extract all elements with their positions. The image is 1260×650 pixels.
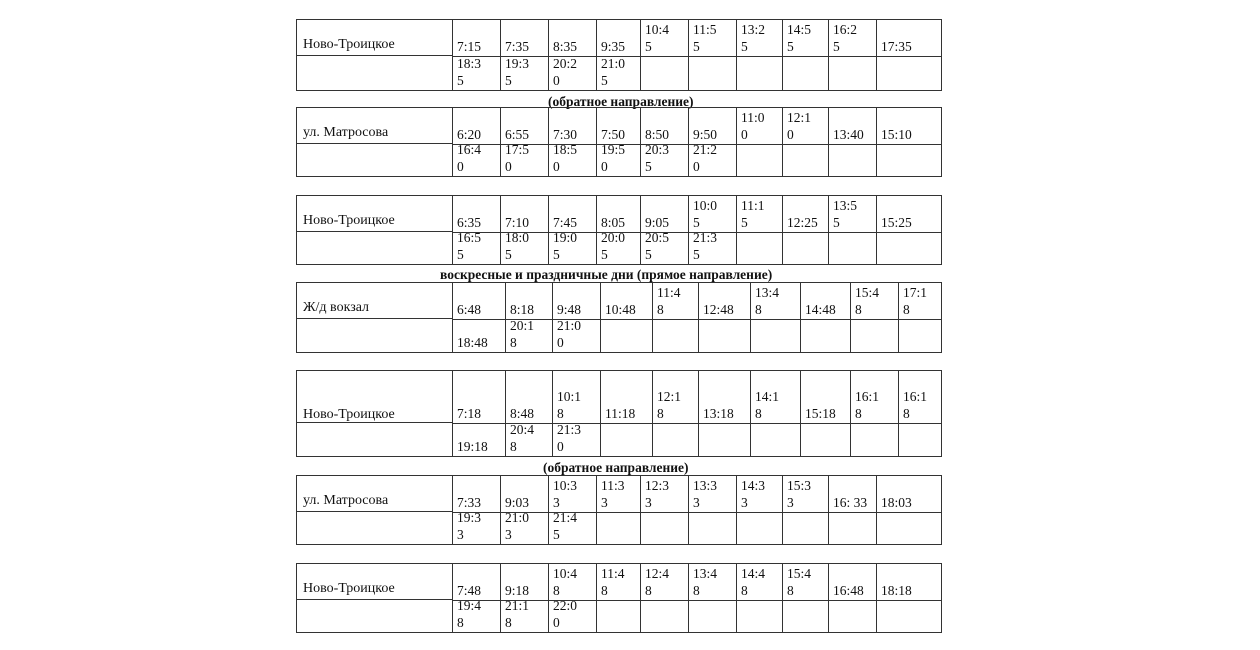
- departure-time: 11:0 0: [741, 110, 765, 142]
- time-row: [453, 424, 941, 456]
- time-cell: [641, 564, 689, 600]
- stop-name: Ж/д вокзал: [303, 300, 370, 315]
- departure-time: 9:35: [601, 39, 626, 54]
- departure-time: 13:4 8: [693, 566, 718, 598]
- departure-time: 18:48: [457, 335, 488, 350]
- time-cell: [737, 564, 783, 600]
- time-cell: [829, 196, 877, 232]
- departure-time: 12:4 8: [645, 566, 670, 598]
- time-cell: [549, 20, 597, 56]
- departure-time: 13:3 3: [693, 478, 718, 510]
- time-grid: [452, 20, 941, 90]
- departure-time: 10:3 3: [553, 478, 578, 510]
- time-cell: [689, 230, 737, 264]
- departure-time: 19:4 8: [457, 598, 482, 630]
- departure-time: 18:3 5: [457, 56, 482, 88]
- time-row: [453, 108, 941, 145]
- time-cell: [453, 320, 506, 352]
- time-cell: [549, 142, 597, 176]
- schedule-table: [296, 475, 942, 545]
- time-row: [453, 598, 941, 632]
- time-cell: [653, 424, 699, 456]
- time-cell: [453, 476, 501, 512]
- departure-time: 11:3 3: [601, 478, 625, 510]
- time-cell: [737, 108, 783, 144]
- time-cell: [851, 424, 899, 456]
- time-cell: [453, 371, 506, 423]
- departure-time: 7:18: [457, 406, 482, 421]
- departure-time: 10:4 5: [645, 22, 670, 54]
- time-cell: [877, 196, 943, 232]
- departure-time: 13:18: [703, 406, 734, 421]
- time-cell: [597, 142, 641, 176]
- departure-time: 18:0 5: [505, 230, 530, 262]
- departure-time: 8:50: [645, 127, 670, 142]
- time-cell: [783, 233, 829, 264]
- departure-time: 19:0 5: [553, 230, 578, 262]
- time-cell: [453, 283, 506, 319]
- departure-time: 16:2 5: [833, 22, 858, 54]
- time-grid: [452, 476, 941, 544]
- time-cell: [699, 371, 751, 423]
- time-cell: [783, 20, 829, 56]
- departure-time: 6:35: [457, 215, 482, 230]
- time-cell: [737, 196, 783, 232]
- time-grid: [452, 371, 941, 456]
- time-cell: [641, 513, 689, 544]
- time-cell: [641, 57, 689, 90]
- time-row: [453, 320, 941, 352]
- departure-time: 13:40: [833, 127, 864, 142]
- departure-time: 22:0 0: [553, 598, 578, 630]
- departure-time: 9:05: [645, 215, 670, 230]
- time-cell: [501, 476, 549, 512]
- time-cell: [829, 145, 877, 176]
- schedule-table: [296, 563, 942, 633]
- time-cell: [699, 424, 751, 456]
- departure-time: 21:0 0: [557, 318, 582, 350]
- time-cell: [829, 108, 877, 144]
- departure-time: 14:48: [805, 302, 836, 317]
- departure-time: 7:15: [457, 39, 482, 54]
- time-cell: [601, 283, 653, 319]
- stop-name: Ново-Троицкое: [303, 407, 395, 422]
- departure-time: 20:1 8: [510, 318, 535, 350]
- time-cell: [851, 283, 899, 319]
- time-cell: [751, 320, 801, 352]
- departure-time: 21:3 5: [693, 230, 718, 262]
- time-cell: [597, 230, 641, 264]
- time-cell: [506, 320, 553, 352]
- departure-time: 10:4 8: [553, 566, 578, 598]
- time-row: [453, 510, 941, 544]
- time-cell: [877, 145, 943, 176]
- time-cell: [549, 196, 597, 232]
- time-cell: [899, 371, 943, 423]
- departure-time: 20:2 0: [553, 56, 578, 88]
- time-cell: [783, 196, 829, 232]
- time-cell: [506, 283, 553, 319]
- time-cell: [737, 601, 783, 632]
- time-cell: [783, 476, 829, 512]
- time-row: [453, 196, 941, 233]
- departure-time: 16: 33: [833, 495, 868, 510]
- departure-time: 12:1 0: [787, 110, 812, 142]
- time-grid: [452, 283, 941, 352]
- time-cell: [501, 20, 549, 56]
- time-cell: [453, 142, 501, 176]
- time-cell: [801, 320, 851, 352]
- time-cell: [737, 145, 783, 176]
- time-cell: [689, 513, 737, 544]
- time-cell: [689, 108, 737, 144]
- time-grid: [452, 564, 941, 632]
- time-cell: [641, 476, 689, 512]
- time-cell: [737, 57, 783, 90]
- time-cell: [641, 20, 689, 56]
- time-cell: [453, 424, 506, 456]
- time-cell: [501, 598, 549, 632]
- stop-name: Ново-Троицкое: [303, 213, 395, 228]
- departure-time: 7:48: [457, 583, 482, 598]
- time-cell: [453, 108, 501, 144]
- time-row: [453, 230, 941, 264]
- direction-caption: (обратное направление): [543, 460, 689, 475]
- time-cell: [549, 564, 597, 600]
- time-cell: [641, 142, 689, 176]
- time-cell: [597, 601, 641, 632]
- schedule-table: [296, 19, 942, 91]
- time-cell: [699, 320, 751, 352]
- row-divider: [297, 422, 453, 423]
- departure-time: 16:48: [833, 583, 864, 598]
- departure-time: 12:25: [787, 215, 818, 230]
- departure-time: 14:4 8: [741, 566, 766, 598]
- schedule-table: [296, 107, 942, 177]
- departure-time: 7:50: [601, 127, 626, 142]
- departure-time: 17:35: [881, 39, 912, 54]
- direction-caption: (обратное направление): [548, 94, 694, 109]
- departure-time: 14:3 3: [741, 478, 766, 510]
- time-cell: [597, 108, 641, 144]
- time-cell: [597, 20, 641, 56]
- departure-time: 13:5 5: [833, 198, 858, 230]
- departure-time: 17:5 0: [505, 142, 530, 174]
- time-row: [453, 20, 941, 57]
- time-row: [453, 564, 941, 601]
- time-cell: [549, 57, 597, 90]
- time-cell: [653, 283, 699, 319]
- time-row: [453, 476, 941, 513]
- time-cell: [851, 320, 899, 352]
- time-cell: [549, 230, 597, 264]
- departure-time: 12:1 8: [657, 389, 682, 421]
- departure-time: 16:1 8: [855, 389, 880, 421]
- departure-time: 18:5 0: [553, 142, 578, 174]
- time-cell: [801, 424, 851, 456]
- time-cell: [501, 142, 549, 176]
- time-cell: [553, 371, 601, 423]
- time-cell: [783, 601, 829, 632]
- time-cell: [877, 57, 943, 90]
- time-row: [453, 57, 941, 90]
- time-cell: [597, 564, 641, 600]
- time-cell: [801, 283, 851, 319]
- time-cell: [783, 57, 829, 90]
- departure-time: 15:18: [805, 406, 836, 421]
- departure-time: 20:3 5: [645, 142, 670, 174]
- time-cell: [829, 476, 877, 512]
- time-cell: [829, 601, 877, 632]
- departure-time: 8:18: [510, 302, 535, 317]
- time-cell: [829, 564, 877, 600]
- departure-time: 16:5 5: [457, 230, 482, 262]
- departure-time: 18:03: [881, 495, 912, 510]
- time-cell: [783, 513, 829, 544]
- row-divider: [297, 143, 453, 144]
- departure-time: 11:4 8: [601, 566, 625, 598]
- departure-time: 19:18: [457, 439, 488, 454]
- time-cell: [689, 476, 737, 512]
- departure-time: 11:4 8: [657, 285, 681, 317]
- departure-time: 9:50: [693, 127, 718, 142]
- time-cell: [751, 283, 801, 319]
- departure-time: 7:45: [553, 215, 578, 230]
- time-cell: [501, 230, 549, 264]
- schedule-table: [296, 282, 942, 353]
- time-cell: [689, 564, 737, 600]
- time-cell: [597, 476, 641, 512]
- departure-time: 7:10: [505, 215, 530, 230]
- time-cell: [501, 57, 549, 90]
- time-cell: [553, 283, 601, 319]
- time-cell: [851, 371, 899, 423]
- stop-name: ул. Матросова: [303, 125, 389, 140]
- departure-time: 21:0 3: [505, 510, 530, 542]
- time-cell: [641, 108, 689, 144]
- departure-time: 19:3 5: [505, 56, 530, 88]
- departure-time: 21:1 8: [505, 598, 530, 630]
- time-cell: [689, 20, 737, 56]
- departure-time: 12:3 3: [645, 478, 670, 510]
- departure-time: 19:5 0: [601, 142, 626, 174]
- time-cell: [877, 20, 943, 56]
- time-cell: [501, 564, 549, 600]
- departure-time: 14:1 8: [755, 389, 780, 421]
- departure-time: 9:18: [505, 583, 530, 598]
- stop-name: Ново-Троицкое: [303, 37, 395, 52]
- row-divider: [297, 231, 453, 232]
- departure-time: 11:18: [605, 406, 636, 421]
- time-cell: [877, 564, 943, 600]
- time-cell: [689, 142, 737, 176]
- departure-time: 21:3 0: [557, 422, 582, 454]
- departure-time: 9:03: [505, 495, 530, 510]
- time-cell: [597, 57, 641, 90]
- time-cell: [877, 476, 943, 512]
- time-cell: [877, 233, 943, 264]
- direction-caption: воскресные и праздничные дни (прямое направление): [440, 267, 773, 282]
- time-cell: [553, 320, 601, 352]
- departure-time: 12:48: [703, 302, 734, 317]
- time-cell: [829, 20, 877, 56]
- time-row: [453, 371, 941, 424]
- time-cell: [453, 598, 501, 632]
- departure-time: 18:18: [881, 583, 912, 598]
- departure-time: 17:1 8: [903, 285, 928, 317]
- schedule-table: [296, 370, 942, 457]
- time-cell: [506, 371, 553, 423]
- time-cell: [601, 424, 653, 456]
- departure-time: 6:48: [457, 302, 482, 317]
- time-cell: [549, 108, 597, 144]
- time-cell: [801, 371, 851, 423]
- departure-time: 7:35: [505, 39, 530, 54]
- stop-name: Ново-Троицкое: [303, 581, 395, 596]
- departure-time: 13:2 5: [741, 22, 766, 54]
- time-row: [453, 142, 941, 176]
- departure-time: 7:30: [553, 127, 578, 142]
- departure-time: 20:4 8: [510, 422, 535, 454]
- time-cell: [689, 601, 737, 632]
- departure-time: 10:1 8: [557, 389, 582, 421]
- departure-time: 21:2 0: [693, 142, 718, 174]
- stop-name: ул. Матросова: [303, 493, 389, 508]
- departure-time: 15:4 8: [787, 566, 812, 598]
- departure-time: 15:3 3: [787, 478, 812, 510]
- time-cell: [501, 108, 549, 144]
- time-cell: [453, 196, 501, 232]
- time-cell: [737, 476, 783, 512]
- departure-time: 14:5 5: [787, 22, 812, 54]
- time-cell: [597, 196, 641, 232]
- time-cell: [751, 424, 801, 456]
- time-cell: [506, 424, 553, 456]
- time-cell: [689, 196, 737, 232]
- time-cell: [453, 20, 501, 56]
- time-cell: [501, 196, 549, 232]
- departure-time: 15:10: [881, 127, 912, 142]
- time-row: [453, 283, 941, 320]
- time-cell: [737, 233, 783, 264]
- time-cell: [829, 57, 877, 90]
- time-grid: [452, 108, 941, 176]
- time-cell: [641, 230, 689, 264]
- departure-time: 15:25: [881, 215, 912, 230]
- time-cell: [641, 601, 689, 632]
- departure-time: 21:4 5: [553, 510, 578, 542]
- departure-time: 10:48: [605, 302, 636, 317]
- row-divider: [297, 599, 453, 600]
- row-divider: [297, 55, 453, 56]
- time-cell: [653, 320, 699, 352]
- time-cell: [877, 513, 943, 544]
- time-cell: [689, 57, 737, 90]
- time-cell: [737, 513, 783, 544]
- departure-time: 21:0 5: [601, 56, 626, 88]
- time-cell: [549, 510, 597, 544]
- time-cell: [453, 510, 501, 544]
- departure-time: 8:05: [601, 215, 626, 230]
- departure-time: 9:48: [557, 302, 582, 317]
- time-cell: [601, 371, 653, 423]
- time-cell: [453, 57, 501, 90]
- time-cell: [601, 320, 653, 352]
- time-cell: [751, 371, 801, 423]
- time-cell: [829, 513, 877, 544]
- departure-time: 7:33: [457, 495, 482, 510]
- time-cell: [737, 20, 783, 56]
- time-cell: [783, 564, 829, 600]
- time-cell: [829, 233, 877, 264]
- time-cell: [501, 510, 549, 544]
- departure-time: 10:0 5: [693, 198, 718, 230]
- departure-time: 8:48: [510, 406, 535, 421]
- time-cell: [641, 196, 689, 232]
- time-cell: [783, 108, 829, 144]
- time-cell: [899, 283, 943, 319]
- departure-time: 6:55: [505, 127, 530, 142]
- departure-time: 16:1 8: [903, 389, 928, 421]
- time-cell: [549, 476, 597, 512]
- departure-time: 19:3 3: [457, 510, 482, 542]
- departure-time: 8:35: [553, 39, 578, 54]
- departure-time: 11:1 5: [741, 198, 765, 230]
- time-cell: [653, 371, 699, 423]
- time-cell: [453, 230, 501, 264]
- time-cell: [597, 513, 641, 544]
- time-grid: [452, 196, 941, 264]
- row-divider: [297, 318, 453, 319]
- time-cell: [453, 564, 501, 600]
- time-cell: [899, 320, 943, 352]
- time-cell: [899, 424, 943, 456]
- departure-time: 20:0 5: [601, 230, 626, 262]
- departure-time: 13:4 8: [755, 285, 780, 317]
- time-cell: [877, 108, 943, 144]
- departure-time: 20:5 5: [645, 230, 670, 262]
- time-cell: [877, 601, 943, 632]
- departure-time: 15:4 8: [855, 285, 880, 317]
- departure-time: 11:5 5: [693, 22, 717, 54]
- time-cell: [783, 145, 829, 176]
- row-divider: [297, 511, 453, 512]
- departure-time: 6:20: [457, 127, 482, 142]
- time-cell: [553, 424, 601, 456]
- time-cell: [549, 598, 597, 632]
- time-cell: [699, 283, 751, 319]
- departure-time: 16:4 0: [457, 142, 482, 174]
- schedule-table: [296, 195, 942, 265]
